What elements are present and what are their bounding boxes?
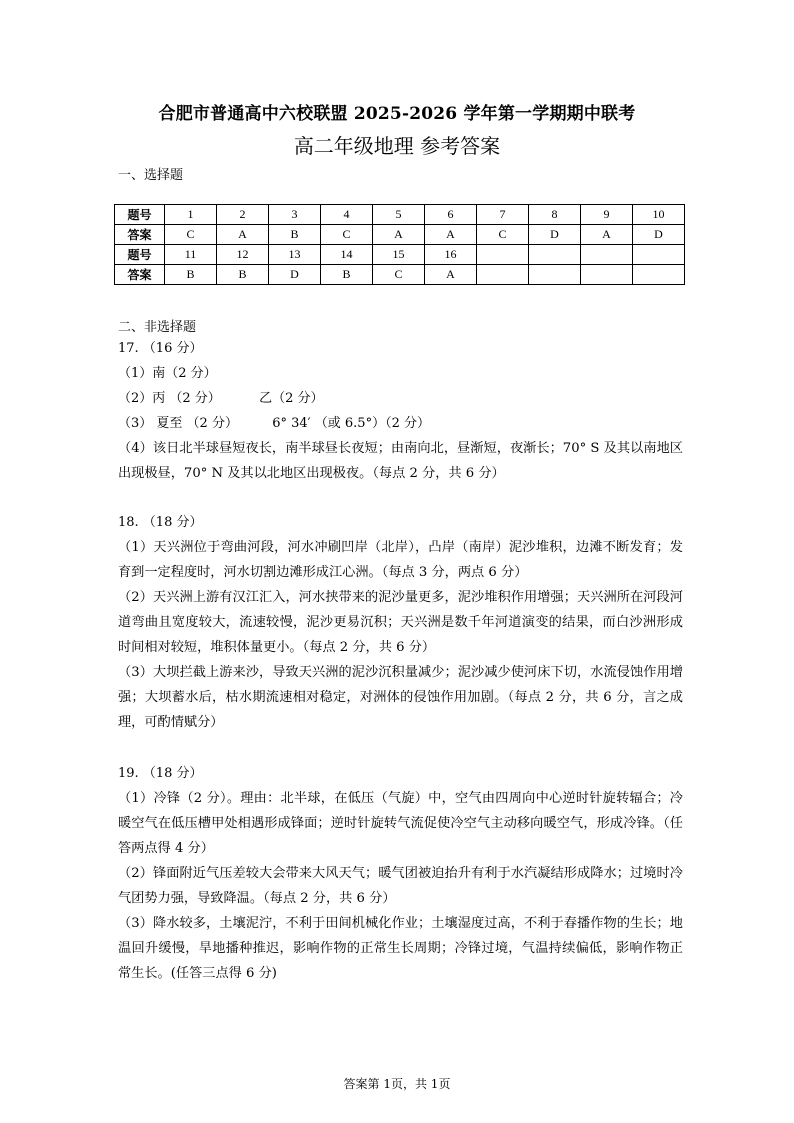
document-title: 合肥市普通高中六校联盟 2025-2026 学年第一学期期中联考 — [158, 104, 636, 124]
empty-cell — [581, 245, 633, 265]
q18-part2: （2）天兴洲上游有汉江汇入，河水挟带来的泥沙量更多，泥沙堆积作用增强；天兴洲所在河段河道弯曲且宽度较大，流速较慢，泥沙更易沉积；天兴洲是数千年河道演变的结果，而白沙洲形成时间相对较短，堆积体量更小。（每点 2 分，共 6 分） — [118, 590, 683, 655]
table-row-answer-1 — [115, 225, 685, 245]
q17-part3-b: 6° 34′ （或 6.5°）（2 分） — [272, 416, 430, 431]
section-open-heading: 二、非选择题 — [118, 320, 197, 335]
q17-part1: （1）南（2 分） — [118, 366, 217, 381]
section-choice-heading: 一、选择题 — [118, 168, 184, 183]
answer-cell: B — [165, 265, 217, 285]
table-row-question-1 — [115, 205, 685, 225]
document-subtitle: 高二年级地理 参考答案 — [293, 134, 501, 158]
answer-cell: C — [321, 225, 373, 245]
table-row-question-2 — [115, 245, 685, 265]
page-footer: 答案第 1页，共 1页 — [343, 1077, 451, 1091]
q17-part2 — [118, 386, 324, 411]
q19-part3: （3）降水较多，土壤泥泞，不利于田间机械化作业；土壤湿度过高，不利于春播作物的生长；地温回升缓慢，旱地播种推迟，影响作物的正常生长周期；冷锋过境，气温持续偏低，影响作物正常生长。(任答三点得 6 分) — [118, 916, 683, 981]
answer-table — [114, 204, 685, 285]
question-number: 11 — [165, 245, 217, 265]
row-label-question: 题号 — [115, 245, 165, 265]
q17-part2-b: 乙（2 分） — [259, 391, 324, 406]
question-number: 2 — [217, 205, 269, 225]
question-number: 10 — [633, 205, 685, 225]
answer-cell: C — [373, 265, 425, 285]
answer-cell: B — [321, 265, 373, 285]
question-number: 7 — [477, 205, 529, 225]
question-number: 5 — [373, 205, 425, 225]
q19-heading: 19. （18 分） — [118, 766, 203, 781]
q19-part2: （2）锋面附近气压差较大会带来大风天气；暖气团被迫抬升有利于水汽凝结形成降水；过境时冷气团势力强，导致降温。（每点 2 分，共 6 分） — [118, 866, 683, 906]
answer-cell: C — [165, 225, 217, 245]
row-label-answer: 答案 — [115, 265, 165, 285]
question-number: 6 — [425, 205, 477, 225]
question-number: 16 — [425, 245, 477, 265]
q19-part1: （1）冷锋（2 分）。理由：北半球，在低压（气旋）中，空气由四周向中心逆时针旋转辐合；冷暖空气在低压槽甲处相遇形成锋面；逆时针旋转气流促使冷空气主动移向暖空气，形成冷锋。（任答两点得 4 分） — [118, 791, 683, 856]
q17-part3-a: （3） 夏至 （2 分） — [118, 416, 238, 431]
row-label-question: 题号 — [115, 205, 165, 225]
question-number: 9 — [581, 205, 633, 225]
q18-part3: （3）大坝拦截上游来沙，导致天兴洲的泥沙沉积量减少；泥沙减少使河床下切，水流侵蚀作用增强；大坝蓄水后，枯水期流速相对稳定，对洲体的侵蚀作用加剧。（每点 2 分，共 6 分，言之成理，可酌情赋分） — [118, 665, 683, 730]
q18-heading: 18. （18 分） — [118, 515, 203, 530]
question-number: 13 — [269, 245, 321, 265]
question-number: 15 — [373, 245, 425, 265]
row-label-answer: 答案 — [115, 225, 165, 245]
empty-cell — [477, 265, 529, 285]
answer-cell: A — [217, 225, 269, 245]
answer-cell: A — [425, 265, 477, 285]
answer-cell: A — [581, 225, 633, 245]
answer-cell: D — [269, 265, 321, 285]
q17-part2-a: （2）丙 （2 分） — [118, 391, 221, 406]
q17-part3 — [118, 411, 430, 436]
empty-cell — [477, 245, 529, 265]
question-number: 12 — [217, 245, 269, 265]
question-number: 4 — [321, 205, 373, 225]
question-number: 14 — [321, 245, 373, 265]
answer-cell: A — [425, 225, 477, 245]
empty-cell — [633, 245, 685, 265]
empty-cell — [529, 265, 581, 285]
answer-cell: B — [217, 265, 269, 285]
answer-cell: D — [633, 225, 685, 245]
answer-cell: D — [529, 225, 581, 245]
empty-cell — [529, 245, 581, 265]
answer-cell: B — [269, 225, 321, 245]
question-number: 8 — [529, 205, 581, 225]
table-row-answer-2 — [115, 265, 685, 285]
answer-cell: A — [373, 225, 425, 245]
q17-heading: 17. （16 分） — [118, 341, 203, 356]
q17-part4: （4）该日北半球昼短夜长，南半球昼长夜短；由南向北，昼渐短，夜渐长；70° S 及其以南地区出现极昼，70° N 及其以北地区出现极夜。（每点 2 分，共 6 分） — [118, 441, 683, 481]
q18-part1: （1）天兴洲位于弯曲河段，河水冲刷凹岸（北岸），凸岸（南岸）泥沙堆积，边滩不断发育；发育到一定程度时，河水切割边滩形成江心洲。（每点 3 分，两点 6 分） — [118, 540, 683, 580]
empty-cell — [633, 265, 685, 285]
question-number: 1 — [165, 205, 217, 225]
question-number: 3 — [269, 205, 321, 225]
empty-cell — [581, 265, 633, 285]
answer-cell: C — [477, 225, 529, 245]
